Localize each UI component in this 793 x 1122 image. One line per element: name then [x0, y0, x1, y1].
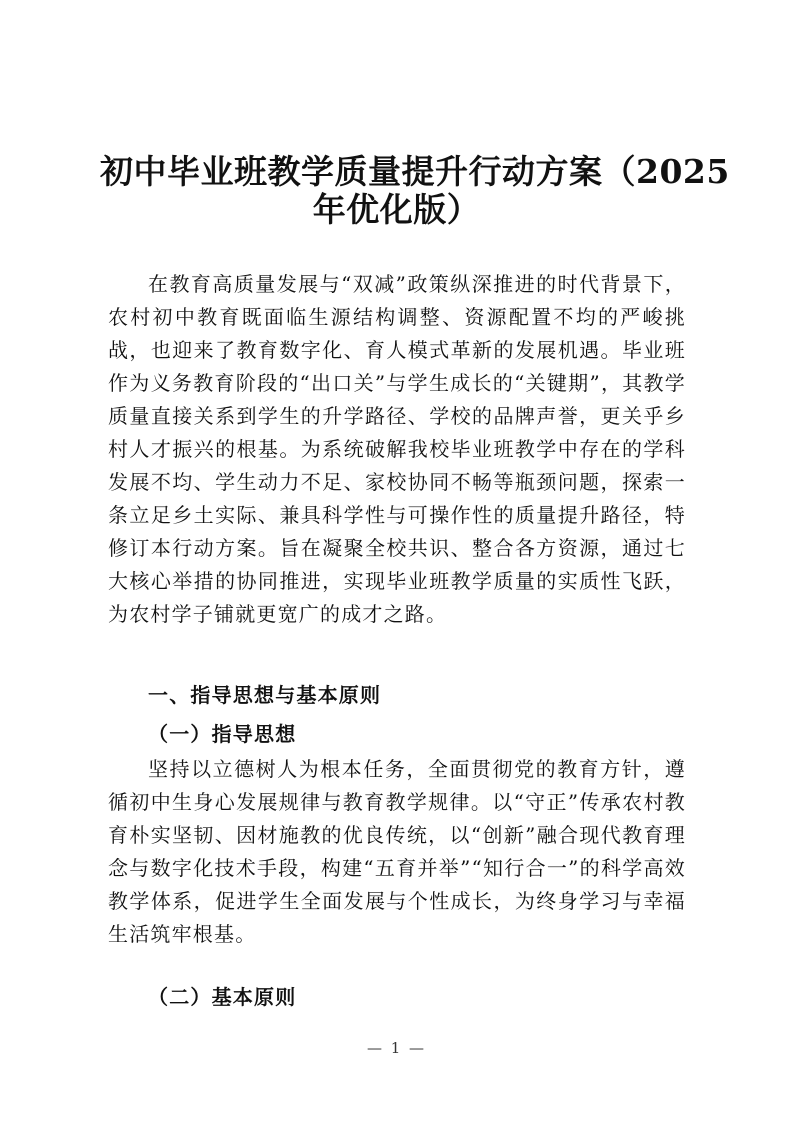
- guiding-paragraph: 坚持以立德树人为根本任务，全面贯彻党的教育方针，遵循初中生身心发展规律与教育教学规律。以“守正”传承农村教育朴实坚韧、因材施教的优良传统，以“创新”融合现代教育理念与数字化技术手段，构建“五育并举”“知行合一”的科学高效教学体系，促进学生全面发展与个性成长，为终身学习与幸福生活筑牢根基。: [108, 757, 686, 946]
- subsection-heading-guiding-ideology: （一）指导思想: [148, 722, 297, 746]
- document-title-line-2: 年优化版）: [312, 190, 481, 229]
- document-title-line-1: 初中毕业班教学质量提升行动方案（2025: [100, 152, 730, 191]
- guiding-section: [108, 753, 686, 951]
- section-heading-guiding-principles: 一、指导思想与基本原则: [148, 683, 382, 707]
- intro-paragraph: 在教育高质量发展与“双减”政策纵深推进的时代背景下，农村初中教育既面临生源结构调整、资源配置不均的严峻挑战，也迎来了教育数字化、育人模式革新的发展机遇。毕业班作为义务教育阶段的“出口关”与学生成长的“关键期”，其教学质量直接关系到学生的升学路径、学校的品牌声誉，更关乎乡村人才振兴的根基。为系统破解我校毕业班教学中存在的学科发展不均、学生动力不足、家校协同不畅等瓶颈问题，探索一条立足乡土实际、兼具科学性与可操作性的质量提升路径，特修订本行动方案。旨在凝聚全校共识、整合各方资源，通过七大核心举措的协同推进，实现毕业班教学质量的实质性飞跃，为农村学子铺就更宽广的成才之路。: [108, 272, 686, 626]
- intro-section: [108, 268, 686, 631]
- page-number: — 1 —: [366, 1039, 427, 1057]
- subsection-heading-basic-principles: （二）基本原则: [148, 985, 297, 1009]
